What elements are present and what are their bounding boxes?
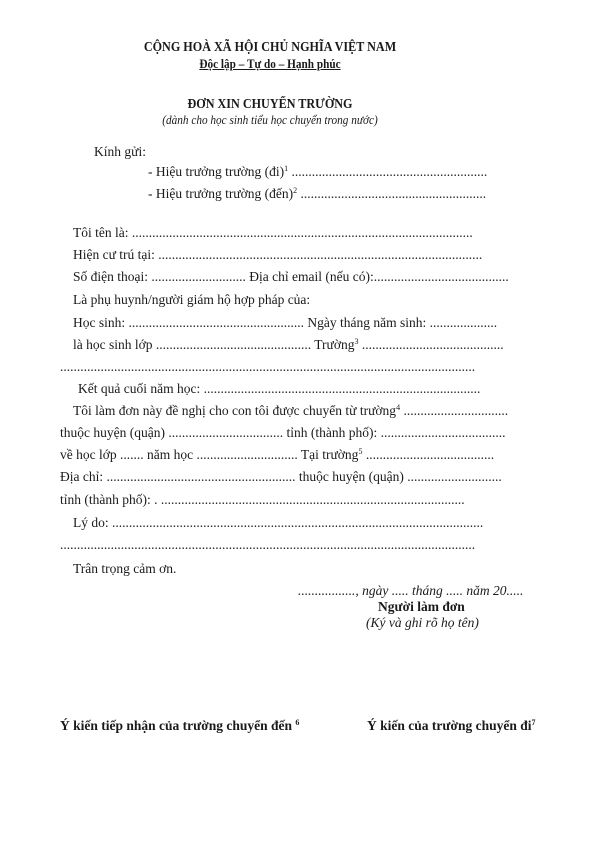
footnote-ref: 2 [293,186,298,195]
signature-instruction: (Ký và ghi rõ họ tên) [366,615,479,630]
dotted-blank: ...................................... [362,447,495,462]
date-line: ................., ngày ..... tháng ..... năm 20..... [298,583,524,598]
footnote-ref: 3 [354,337,359,346]
field-student: Học sinh: .................................................... Ngày tháng năm sinh: .................... [73,315,498,330]
dotted-blank: ............................... [400,403,509,418]
field-location: Địa chỉ: ........................................................ thuộc huyện (quận) ............................ [60,469,502,484]
field-phone-email: Số điện thoại: ............................ Địa chỉ email (nếu có):........................................ [73,269,509,284]
greeting: Kính gửi: [94,144,146,159]
field-province: tỉnh (thành phố): . .......................................................................................... [60,492,465,507]
receiving-school-opinion [60,717,299,734]
field-district: thuộc huyện (quận) .................................. tỉnh (thành phố): ..................................... [60,425,506,440]
dotted-blank: .......................................................... [288,164,488,179]
footnote-ref: 6 [295,718,300,727]
motto: Độc lập – Tự do – Hạnh phúc [199,57,341,71]
dotted-blank: ....................................................... [297,186,487,201]
sending-opinion-label: Ý kiến của trường chuyển đi [367,718,532,733]
field-grade-school [73,336,504,353]
form-subtitle: (dành cho học sinh tiểu học chuyển trong nước) [162,113,378,127]
closing-text: Trân trọng cảm ơn. [73,561,177,576]
recipient-to-label: - Hiệu trưởng trường (đến) [148,186,294,201]
receiving-opinion-label: Ý kiến tiếp nhận của trường chuyển đến [60,718,292,733]
recipient-from-label: - Hiệu trưởng trường (đi) [148,164,285,179]
field-reason: Lý do: .............................................................................................................. [73,515,484,530]
applicant-label: Người làm đơn [378,599,465,614]
footnote-ref: 4 [396,403,401,412]
recipient-to-school [148,185,486,202]
field-target-grade-label: về học lớp ....... năm học .............................. Tại trường [60,447,359,462]
field-result: Kết quả cuối năm học: .................................................................................. [78,381,481,396]
dotted-line: ........................................................................................................................... [60,359,476,374]
field-guardian: Là phụ huynh/người giám hộ hợp pháp của: [73,292,311,307]
field-request [73,402,508,419]
field-address: Hiện cư trú tại: ................................................................................................ [73,247,483,262]
footnote-ref: 1 [284,164,289,173]
sending-school-opinion [367,717,535,734]
footnote-ref: 7 [531,718,536,727]
recipient-from-school [148,163,487,180]
field-grade-label: là học sinh lớp .............................................. Trường [73,337,355,352]
form-title: ĐƠN XIN CHUYỂN TRƯỜNG [187,96,353,111]
field-name: Tôi tên là: ..................................................................................................... [73,225,473,240]
dotted-line: ........................................................................................................................... [60,537,476,552]
field-request-label: Tôi làm đơn này đề nghị cho con tôi được chuyển từ trường [73,403,397,418]
nation-heading: CỘNG HOÀ XÃ HỘI CHỦ NGHĨA VIỆT NAM [143,39,397,54]
field-target-grade [60,446,494,463]
footnote-ref: 5 [358,447,363,456]
dotted-blank: .......................................... [358,337,504,352]
